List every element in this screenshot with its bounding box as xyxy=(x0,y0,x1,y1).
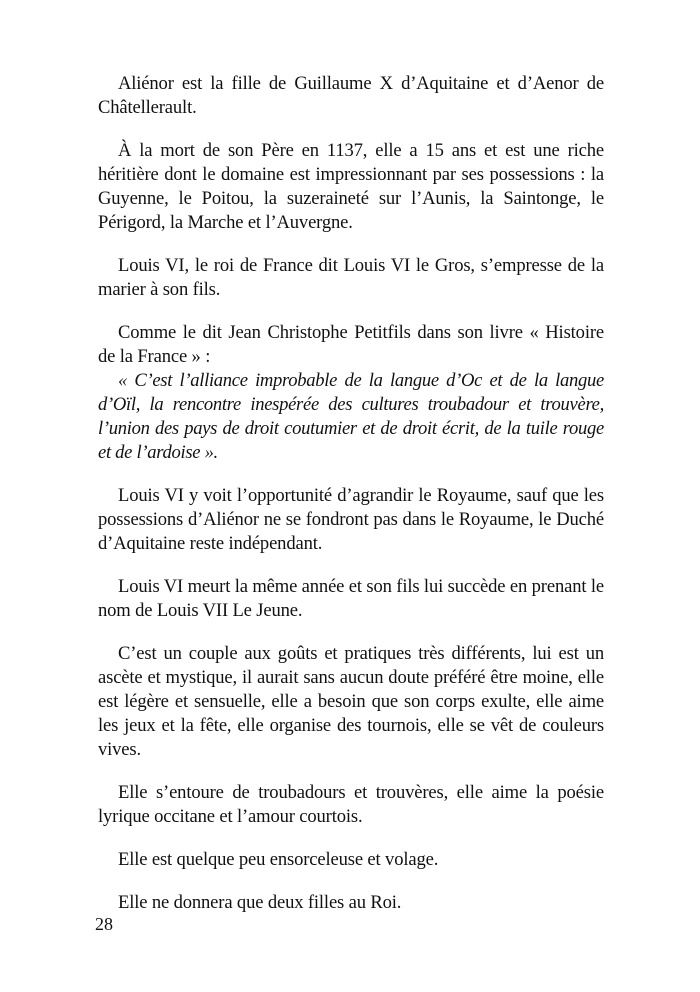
paragraph-7: C’est un couple aux goûts et pratiques très différents, lui est un ascète et mystique, il aurait sans aucun doute préféré être moine, elle est légère et sensuelle, elle a besoin que son corps exulte, elle aime les jeux et la fête, elle organise des tournois, elle se vêt de couleurs vives. xyxy=(98,643,604,760)
paragraph-6: Louis VI meurt la même année et son fils lui succède en prenant le nom de Louis VII Le Jeune. xyxy=(98,576,604,621)
body-text xyxy=(98,72,604,934)
paragraph-2: À la mort de son Père en 1137, elle a 15 ans et est une riche héritière dont le domaine est impressionnant par ses possessions : la Guyenne, le Poitou, la suzeraineté sur l’Aunis, la Saintonge, le Périgord, la Marche et l’Auvergne. xyxy=(98,140,604,233)
paragraph-9: Elle est quelque peu ensorceleuse et volage. xyxy=(118,849,439,870)
paragraph-5: Louis VI y voit l’opportunité d’agrandir le Royaume, sauf que les possessions d’Aliénor ne se fondront pas dans le Royaume, le Duché d’Aquitaine reste indépendant. xyxy=(98,485,604,554)
paragraph-3: Louis VI, le roi de France dit Louis VI le Gros, s’empresse de la marier à son fils. xyxy=(98,255,604,300)
paragraph-10: Elle ne donnera que deux filles au Roi. xyxy=(118,892,402,913)
paragraph-8: Elle s’entoure de troubadours et trouvères, elle aime la poésie lyrique occitane et l’amour courtois. xyxy=(98,782,604,827)
paragraph-1: Aliénor est la fille de Guillaume X d’Aquitaine et d’Aenor de Châtellerault. xyxy=(98,73,604,118)
paragraph-4: Comme le dit Jean Christophe Petitfils dans son livre « Histoire de la France » : xyxy=(98,322,604,367)
block-quote: « C’est l’alliance improbable de la langue d’Oc et de la langue d’Oïl, la rencontre inespérée des cultures troubadour et trouvère, l’union des pays de droit coutumier et de droit écrit, de la tuile rouge et de l’ardoise ». xyxy=(98,370,604,463)
page-number: 28 xyxy=(95,914,113,934)
